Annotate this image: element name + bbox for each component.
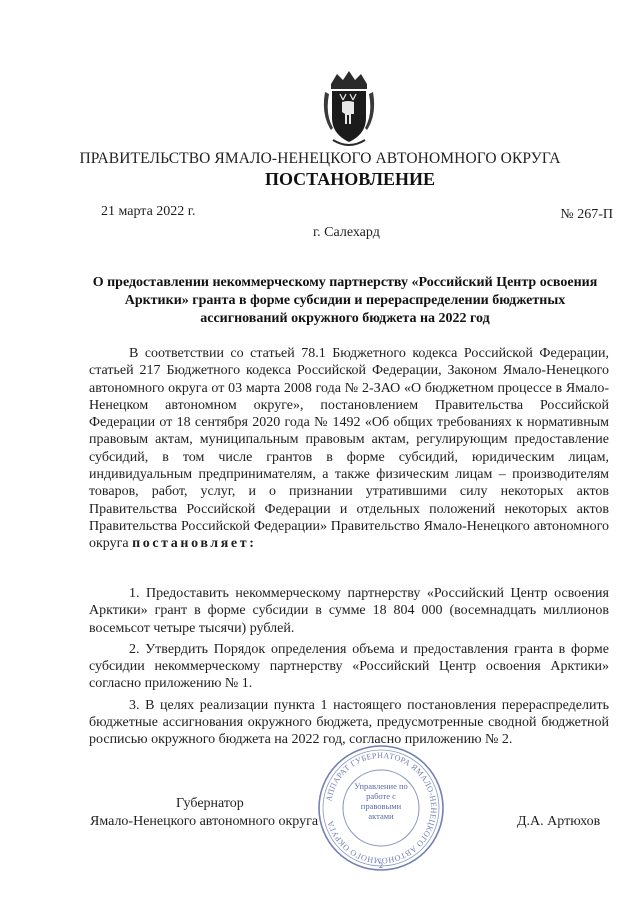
resolution-items <box>89 585 609 753</box>
signer-name: Д.А. Артюхов <box>517 814 601 829</box>
resolution-item: 3. В целях реализации пункта 1 настоящего постановления перераспределить бюджетные ассигнования окружного бюджета, предусмотренные сводной бюджетной росписью окружного бюджета на 2022 год, согласно приложению № 2. <box>89 697 609 748</box>
preamble-text: В соответствии со статьей 78.1 Бюджетного кодекса Российской Федерации, статьей 217 Бюджетного кодекса Российской Федерации, Законом Ямало-Ненецкого автономного округа от 03 марта 2008 года № 2-ЗАО «О бюджетном процессе в Ямало-Ненецком автономном округе», постановлением Правительства Российской Федерации от 18 сентября 2020 года № 1492 «Об общих требованиях к нормативным правовым актам, муниципальным правовым актам, регулирующим предоставление субсидий, в том числе грантов в форме субсидий, юридическим лицам, индивидуальным предпринимателям, а также физическим лицам – производителям товаров, работ, услуг, и о признании утратившими силу некоторых актов Правительства Российской Федерации и отдельных положений некоторых актов Правительства Российской Федерации» Правительство Ямало-Ненецкого автономного округа <box>89 346 609 552</box>
resolution-item: 2. Утвердить Порядок определения объема и предоставления гранта в форме субсидии некоммерческому партнерству «Российский Центр освоения Арктики» согласно приложению № 1. <box>89 641 609 692</box>
stamp-center-text: Управление по работе с правовыми актами <box>354 781 408 821</box>
signer-position: Губернатор <box>176 796 244 811</box>
document-city: г. Салехард <box>313 225 380 240</box>
organization-name: ПРАВИТЕЛЬСТВО ЯМАЛО-НЕНЕЦКОГО АВТОНОМНОГО ОКРУГА <box>79 150 561 167</box>
stamp-ring-text: АППАРАТ ГУБЕРНАТОРА ЯМАЛО-НЕНЕЦКОГО АВТОНОМНОГО ОКРУГА <box>324 750 439 866</box>
document-date: 21 марта 2022 г. <box>101 204 196 219</box>
signer-organization: Ямало-Ненецкого автономного округа <box>90 814 319 829</box>
document-number: № 267-П <box>560 207 613 222</box>
stamp-number: 2 <box>379 861 383 870</box>
resolution-item: 1. Предоставить некоммерческому партнерству «Российский Центр освоения Арктики» грант в форме субсидии в сумме 18 804 000 (восемнадцать миллионов восемьсот четыре тысячи) рублей. <box>89 586 609 636</box>
document-type: ПОСТАНОВЛЕНИЕ <box>264 169 436 189</box>
resolves-word: постановляет: <box>132 536 257 552</box>
coat-of-arms-icon <box>323 70 375 148</box>
preamble-paragraph <box>89 345 609 553</box>
document-title: О предоставлении некоммерческому партнерству «Российский Центр освоения Арктики» гранта в форме субсидии и перераспределении бюджетных ассигнований окружного бюджета на 2022 год <box>92 275 598 326</box>
preamble-section <box>89 345 609 553</box>
